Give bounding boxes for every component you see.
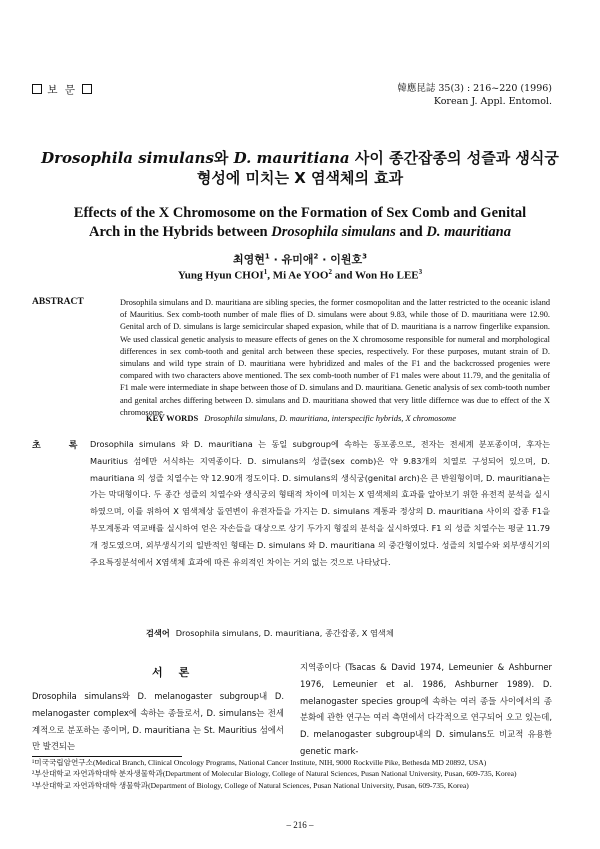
journal-en-line: Korean J. Appl. Entomol. [433,96,552,107]
korean-keywords-list: Drosophila simulans, D. mauritiana, 종간잡종, X 염색체 [175,628,394,638]
footnotes [32,758,552,792]
keywords-label: KEY WORDS [146,413,199,423]
footnote-1: ¹미국국립암연구소(Medical Branch, Clinical Oncology Programs, National Cancer Institute, NIH, 9000 Rockville Pike, Bethesda MD 20892, USA) [32,758,487,767]
checkbox-square-icon [82,84,92,94]
intro-left-column: Drosophila simulans와 D. melanogaster subgroup내 D. melanogaster complex에 속하는 종들로서, D. simulans는 전세계적으로 분포하는 종이며, D. mauritiana 는 St. Mauritius 섬에서만 발견되는 [32,691,284,752]
section-label: 보 문 [32,82,92,97]
footnote-3: ³부산대학교 자연과학대학 생물학과(Department of Biology, College of Natural Sciences, Pusan National University, Pusan, 609-735, Korea) [32,780,469,790]
journal-citation [397,82,552,108]
keywords [146,413,456,423]
abstract-label: ABSTRACT [32,297,84,307]
korean-keywords [146,628,394,639]
footnote-divider [32,756,182,757]
authors-korean: 최영현$^1$ · 유미애$^2$ · 이원호$^3$ [233,252,367,266]
footnote-2: ²부산대학교 자연과학대학 분자생물학과(Department of Molecular Biology, College of Natural Sciences, Pusan National University, Pusan, 609-735, Korea) [32,769,517,779]
abstract-text: Drosophila simulans and D. mauritiana are sibling species, the former cosmopolitan and the latter restricted to the oceanic island of Mauritius. Sex comb-tooth number of male flies of D. simulans were about 9.83, while those of D. mauritiana were 12.90. Genital arch of D. simulans is large semicircular shaped expasion, while that of D. mauritiana is a narrow fingerlike expansion. We used classical genetic analysis to measure effects of genes on the X chromosome responsible for numeral and morphological differences in sex comb-tooth and genital arch between these species, respectively. For these purposes, mutant strain of D. simulans and wild type strain of D. mauritiana were hybridized and males of the F1 and the backcrossed progenies were compared with two characters above mentioned. The sex comb-tooth number of F1 males were about 11.79, and the genitalia of F1 male were intermediate in shape between those of D. simulans and D. mauritiana. Genetic analysis of sex comb-tooth number and genital arches differing between D. simulans and D. mauritiana showed that very little differnce was due to effect of the X chromosome. [120,298,550,417]
authors-english: Yung Hyun CHOI$^1$, Mi Ae YOO$^2$ and Won Ho LEE$^3$ [177,268,423,282]
korean-keywords-label: 검색어 [146,628,170,638]
keywords-list: Drosophila simulans, D. mauritiana, interspecific hybrids, X chromosome [204,413,456,423]
intro-right-column: 지역종이다 (Tsacas & David 1974, Lemeunier & Ashburner 1976, Lemeunier et al. 1986, Ashburner 1989). D. melanogaster species group에 속하는 여러 종들 사이에서의 종분화에 관한 연구는 여러 측면에서 다각적으로 연구되어 오고 있는데, D. melanogaster subgroup내의 D. simulans도 비교적 유용한 genetic mark- [300,662,552,756]
checkbox-square-icon [32,84,42,94]
korean-abstract-text: Drosophila simulans 와 D. mauritiana 는 동일 subgroup에 속하는 동포종으로, 전자는 전세계 분포종이며, 후자는 Mauritius 섬에만 서식하는 지역종이다. D. simulans의 성즐(sex comb)은 약 9.83개의 치열로 구성되어 있으며, D. mauritiana 의 성즐 치열수는 약 12.90개 정도이다. D. simulans의 생식궁(genital arch)은 큰 반원형이며, D. mauritiana는 가는 막대형이다. 두 종간 성즐의 치열수와 생식궁의 형태적 차이에 미치는 X 염색체의 효과를 알아보기 위한 유전적 분석을 실시하였으며, 이를 위하여 X 염색체상 돌연변이 유전자들을 가지는 D. simulans 계통과 정상의 D. mauritiana 사이의 잡종 F1을 부모계통과 역교배를 실시하여 얻은 자손들을 대상으로 상기 두가지 형질의 분석을 실시하였다. F1 의 성즐 치열수는 평균 11.79개 정도였으며, 외부생식기의 일반적인 형태는 D. simulans 와 D. mauritiana 의 중간형이었다. 성즐의 치열수와 외부생식기의 주요특징분석에서 X염색체 효과에 따른 유의적인 차이는 거의 없는 것으로 나타났다. [90,439,550,567]
intro-heading: 서론 [152,666,206,679]
korean-abstract-label: 초록 [32,441,106,451]
journal-ko-line: 韓應昆誌 35(3) : 216~220 (1996) [397,83,552,94]
page-number: – 216 – [286,820,314,830]
english-title: Effects of the X Chromosome on the Formation of Sex Comb and Genital Arch in the Hybrids between Drosophila simulans and D. mauritiana [73,205,527,240]
korean-title: Drosophila simulans와 D. mauritiana 사이 종간잡종의 성즐과 생식궁 형성에 미치는 X 염색체의 효과 [41,149,559,187]
